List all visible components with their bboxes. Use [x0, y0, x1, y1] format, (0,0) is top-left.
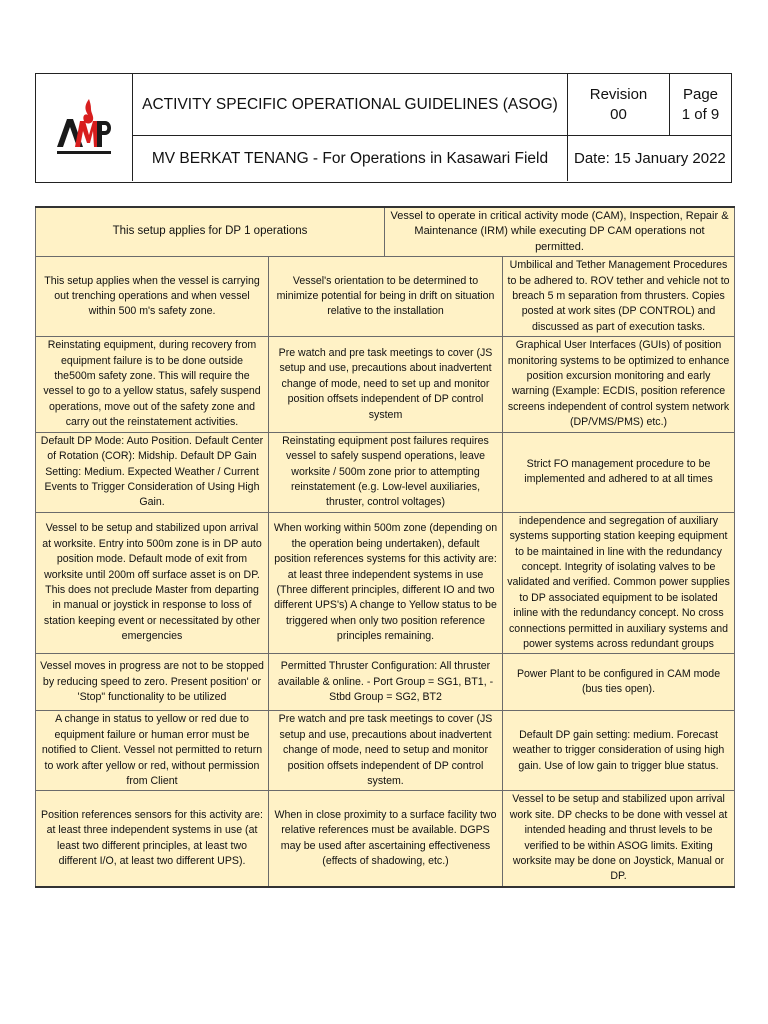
table-cell: Strict FO management procedure to be implemented and adhered to at all times: [503, 432, 735, 512]
revision-cell: [568, 74, 670, 136]
table-cell: Vessel to be setup and stabilized upon arrival at worksite. Entry into 500m zone is in DP auto position mode. Default mode of exit from worksite until 200m off surface asset is on DP. This does not preclude Master from departing in manual or joystick in response to loss of station keeping event or necessitated by other emergencies: [36, 512, 269, 654]
intro-left-cell: This setup applies for DP 1 operations: [36, 207, 385, 257]
table-row: [36, 257, 735, 337]
table-cell: When working within 500m zone (depending on the operation being undertaken), default position references systems for this activity are: at least three independent systems in use (Three different principles, different IO and two different UPS's) A change to Yellow status to be triggered when only two position reference principles remaining.: [269, 512, 503, 654]
table-cell: When in close proximity to a surface facility two relative references must be available. DGPS may be used after ascertaining effectiveness (effects of shadowing, etc.): [269, 791, 503, 887]
table-cell: Power Plant to be configured in CAM mode (bus ties open).: [503, 654, 735, 711]
table-cell: Pre watch and pre task meetings to cover (JS setup and use, precautions about inadvertent change of mode, need to setup and monitor position offsets independent of DP control system.: [269, 711, 503, 791]
table-cell: Reinstating equipment post failures requires vessel to safely suspend operations, leave worksite / 500m zone prior to attempting reinstatement (e.g. Low-level auxiliaries, thruster, control voltages): [269, 432, 503, 512]
table-cell: Umbilical and Tether Management Procedures to be adhered to. ROV tether and vehicle not to breach 5 m separation from thrusters. Copies posted at work sites (DP CONTROL) and discussed as part of execution tasks.: [503, 257, 735, 337]
revision-label: Revision: [589, 85, 648, 103]
table-cell: Vessel to be setup and stabilized upon arrival work site. DP checks to be done with vessel at intended heading and thrust levels to be verified to be within ASOG limits. Exiting worksite may be done on Joystick, Manual or DP.: [503, 791, 735, 887]
table-row: [36, 711, 735, 791]
document-date: Date: 15 January 2022: [574, 150, 726, 167]
table-cell: Default DP Mode: Auto Position. Default Center of Rotation (COR): Midship. Default DP Gain Setting: Medium. Expected Weather / Current Events to Trigger Consideration of Using High Gain.: [36, 432, 269, 512]
table-cell: Position references sensors for this activity are: at least three independent systems in use (at least two different principles, at least two different I/O, at least two different UPS).: [36, 791, 269, 887]
table-cell: Reinstating equipment, during recovery from equipment failure is to be done outside the500m safety zone. This will require the vessel to go to a yellow status, safely suspend operations, move out of the safety zone and carry out the reinstatement activities.: [36, 337, 269, 432]
table-cell: Permitted Thruster Configuration: All thruster available & online. - Port Group = SG1, BT1, - Stbd Group = SG2, BT2: [269, 654, 503, 711]
intro-right-cell: Vessel to operate in critical activity mode (CAM), Inspection, Repair & Maintenance (IRM) while executing DP CAM operations not permitted.: [385, 207, 735, 257]
table-cell: Default DP gain setting: medium. Forecast weather to trigger consideration of using high gain. Use of low gain to trigger blue status.: [503, 711, 735, 791]
table-row: [36, 432, 735, 512]
revision-value: 00: [610, 105, 627, 123]
company-logo-cell: [36, 74, 133, 181]
company-logo: [53, 95, 115, 161]
page-value: 1 of 9: [681, 105, 720, 123]
document-subtitle: MV BERKAT TENANG - For Operations in Kasawari Field: [133, 136, 568, 181]
table-cell: This setup applies when the vessel is carrying out trenching operations and when vessel within 500 m's safety zone.: [36, 257, 269, 337]
document-header: [35, 73, 732, 183]
table-row: [36, 791, 735, 887]
table-cell: Pre watch and pre task meetings to cover (JS setup and use, precautions about inadvertent change of mode, need to set up and monitor position offsets independent of DP control system: [269, 337, 503, 432]
table-cell: Graphical User Interfaces (GUIs) of position monitoring systems to be optimized to enhance position excursion monitoring and early warning (Example: ECDIS, position reference screens independent of control system network (DP/VMS/PMS) etc.): [503, 337, 735, 432]
table-row: [36, 654, 735, 711]
table-cell: independence and segregation of auxiliary systems supporting station keeping equipment to be maintained in line with the redundancy concept. Integrity of isolating valves to be validated and verified. Common power supplies to DP associated equipment to be isolated inline with the redundancy concept. No cross connections permitted in auxiliary systems and power systems across redundant groups: [503, 512, 735, 654]
page-cell: [670, 74, 731, 136]
asog-table: [35, 206, 735, 888]
document-title: ACTIVITY SPECIFIC OPERATIONAL GUIDELINES (ASOG): [133, 74, 568, 136]
table-row: [36, 207, 735, 257]
table-cell: Vessel moves in progress are not to be stopped by reducing speed to zero. Present position' or 'Stop" functionality to be utilized: [36, 654, 269, 711]
table-row: [36, 337, 735, 432]
table-row: [36, 512, 735, 654]
page-label: Page: [682, 85, 719, 103]
table-cell: Vessel's orientation to be determined to minimize potential for being in drift on situation relative to the installation: [269, 257, 503, 337]
table-cell: A change in status to yellow or red due to equipment failure or human error must be notified to Client. Vessel not permitted to return to work after yellow or red, without permission from Client: [36, 711, 269, 791]
